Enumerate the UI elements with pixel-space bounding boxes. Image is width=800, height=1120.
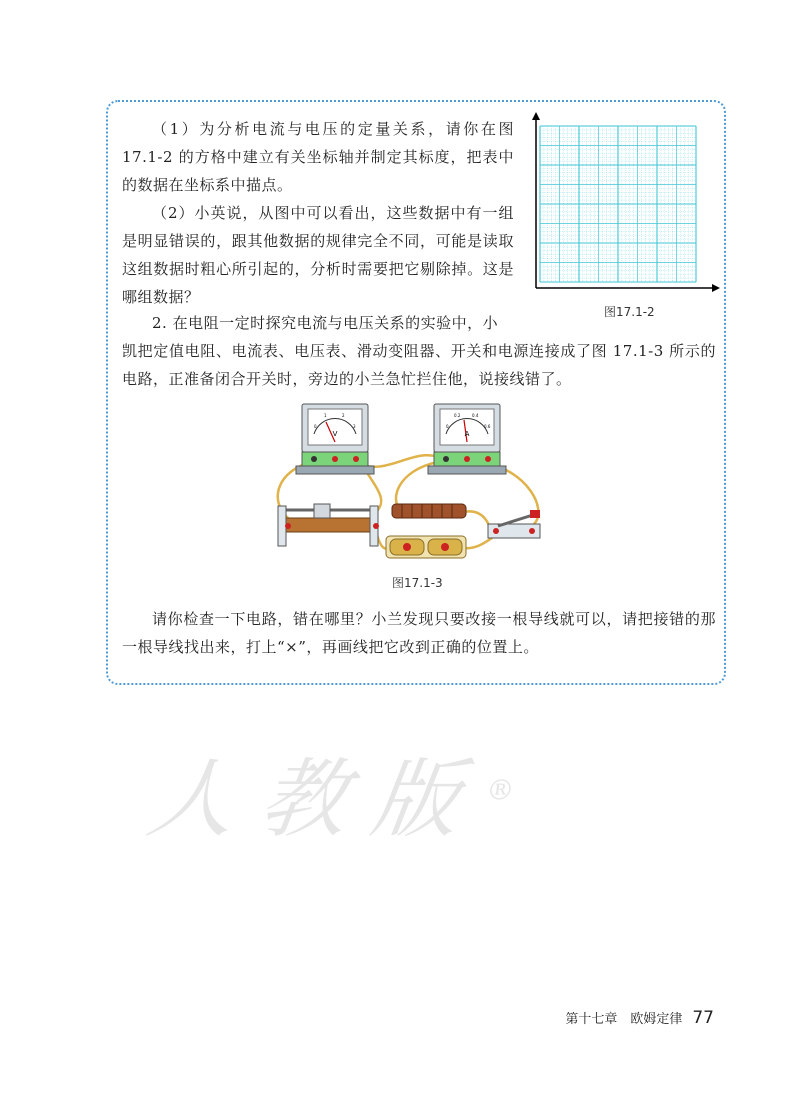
voltmeter-tick: 2 xyxy=(342,413,345,418)
ammeter-terminal xyxy=(443,456,449,462)
chapter-title: 第十七章 欧姆定律 xyxy=(565,1012,683,1027)
question-2-body: 凯把定值电阻、电流表、电压表、滑动变阻器、开关和电源连接成了图 17.1-3 所示的电路，正准备闭合开关时，旁边的小兰急忙拦住他，说接线错了。 xyxy=(122,342,716,388)
ammeter-tick: 0.2 xyxy=(454,413,461,418)
ammeter-tick: 0.4 xyxy=(472,413,479,418)
question-1-part-1: （1）为分析电流与电压的定量关系，请你在图 17.1-2 的方格中建立有关坐标轴并制定其标度，把表中的数据在坐标系中描点。 xyxy=(122,120,514,194)
page-number: 77 xyxy=(692,1008,714,1028)
voltmeter-terminal xyxy=(311,456,317,462)
grid-caption: 图17.1-2 xyxy=(604,305,655,319)
circuit-figure xyxy=(268,400,558,570)
fixed-resistor xyxy=(392,504,466,518)
battery-terminal xyxy=(441,543,449,551)
watermark-text: 人教版 xyxy=(141,750,492,850)
wire-coil-switch xyxy=(464,511,490,530)
battery-pack xyxy=(386,536,466,558)
voltmeter xyxy=(296,404,374,474)
publisher-watermark xyxy=(141,730,522,854)
sliding-rheostat xyxy=(278,504,379,546)
ammeter xyxy=(428,404,506,474)
battery-terminal xyxy=(403,543,411,551)
ammeter-tick: 0 xyxy=(446,424,449,429)
ammeter-terminal xyxy=(464,456,470,462)
voltmeter-terminal xyxy=(332,456,338,462)
voltmeter-terminal xyxy=(353,456,359,462)
ammeter-terminal xyxy=(485,456,491,462)
voltmeter-unit-label: V xyxy=(332,430,338,438)
ammeter-unit-label: A xyxy=(464,430,470,438)
x-axis-arrow xyxy=(712,284,720,292)
page-footer xyxy=(565,1008,714,1028)
ammeter-tick: 0.6 xyxy=(484,424,491,429)
voltmeter-tick: 0 xyxy=(314,424,317,429)
question-1-part-2: （2）小英说，从图中可以看出，这些数据中有一组是明显错误的，跟其他数据的规律完全不同，可能是读取这组数据时粗心所引起的，分析时需要把它剔除掉。这是哪组数据？ xyxy=(122,204,514,306)
y-axis-arrow xyxy=(532,112,540,120)
registered-mark: ® xyxy=(483,773,517,807)
knife-switch xyxy=(488,510,540,538)
circuit-caption: 图17.1-3 xyxy=(392,576,443,590)
voltmeter-tick: 3 xyxy=(353,424,356,429)
graph-paper-grid xyxy=(540,126,696,282)
coordinate-grid-figure xyxy=(526,106,726,298)
question-2-prompt: 请你检查一下电路，错在哪里？小兰发现只要改接一根导线就可以，请把接错的那一根导线找出来，打上“×”，再画线把它改到正确的位置上。 xyxy=(122,610,716,656)
question-2-first-line: 2. 在电阻一定时探究电流与电压关系的实验中，小 xyxy=(152,314,499,332)
voltmeter-tick: 1 xyxy=(324,413,327,418)
